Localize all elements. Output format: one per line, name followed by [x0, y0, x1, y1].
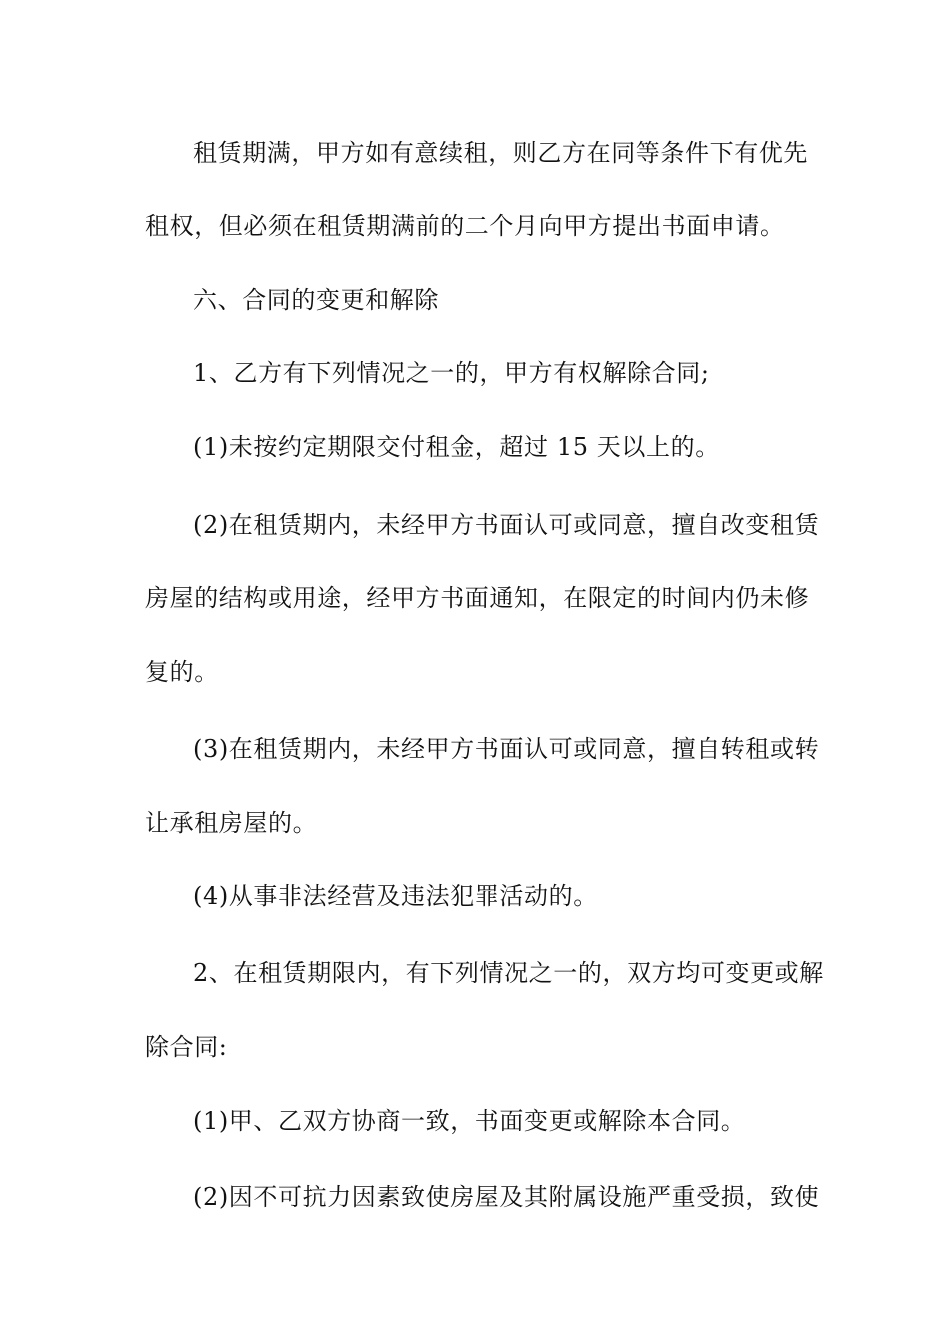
paragraph-line: (1)未按约定期限交付租金，超过 15 天以上的。 [193, 433, 720, 461]
paragraph-line: 除合同: [145, 1033, 228, 1061]
paragraph-line: (1)甲、乙双方协商一致，书面变更或解除本合同。 [193, 1107, 746, 1135]
paragraph-line: 租赁期满，甲方如有意续租，则乙方在同等条件下有优先 [193, 139, 808, 167]
paragraph-line: 2、在租赁期限内，有下列情况之一的，双方均可变更或解 [193, 959, 824, 987]
paragraph-line: 让承租房屋的。 [145, 809, 318, 837]
paragraph-line: (2)在租赁期内，未经甲方书面认可或同意，擅自改变租赁 [193, 511, 820, 539]
paragraph-line: 租权，但必须在租赁期满前的二个月向甲方提出书面申请。 [145, 212, 785, 240]
paragraph-line: 1、乙方有下列情况之一的，甲方有权解除合同; [193, 359, 710, 387]
paragraph-line: 房屋的结构或用途，经甲方书面通知，在限定的时间内仍未修 [145, 584, 810, 612]
paragraph-line: (3)在租赁期内，未经甲方书面认可或同意，擅自转租或转 [193, 735, 820, 763]
paragraph-line: 复的。 [145, 658, 219, 686]
paragraph-line: (2)因不可抗力因素致使房屋及其附属设施严重受损，致使 [193, 1183, 820, 1211]
section-heading: 六、合同的变更和解除 [193, 286, 439, 314]
paragraph-line: (4)从事非法经营及违法犯罪活动的。 [193, 882, 598, 910]
